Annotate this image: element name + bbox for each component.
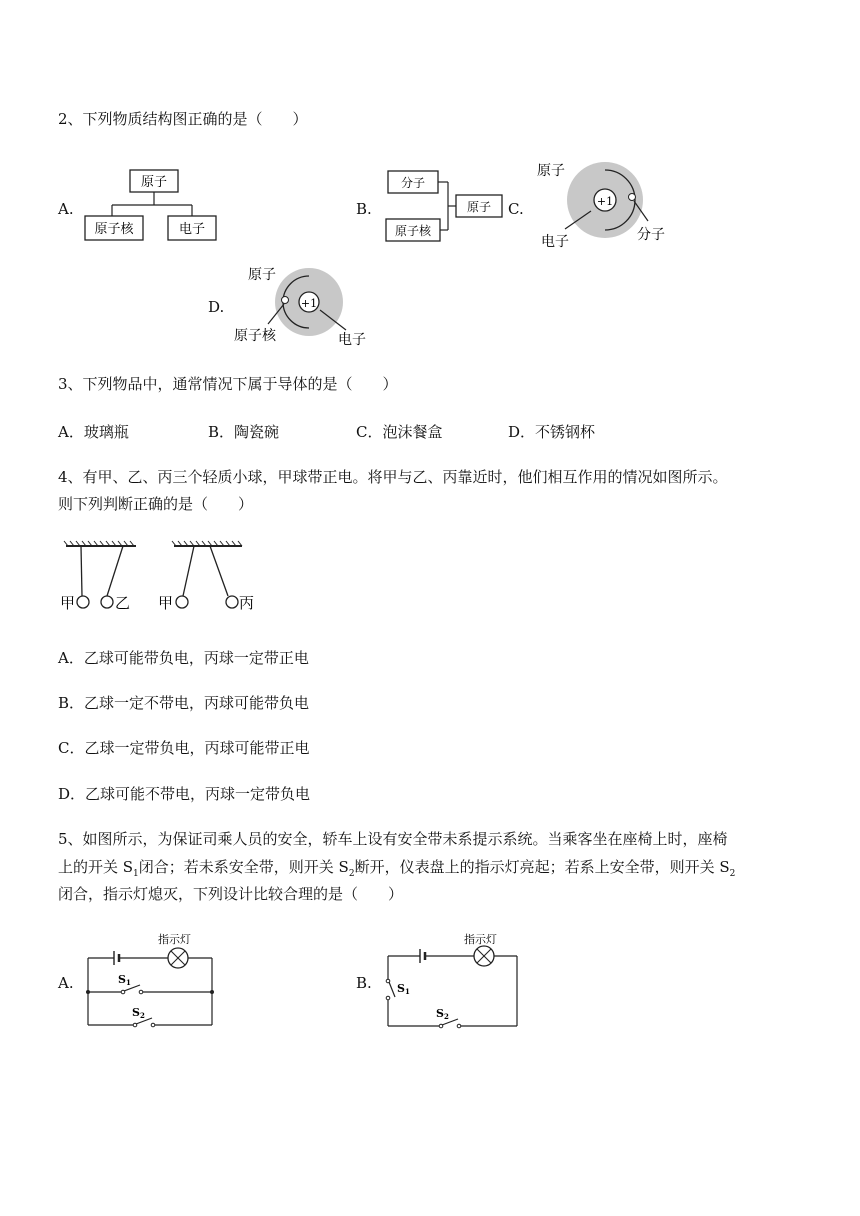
- q2-option-c-label: C.: [508, 200, 524, 218]
- q4-option-d: D．乙球可能不带电，丙球一定带负电: [58, 785, 311, 803]
- q2b-nucleus-label: 原子核: [394, 224, 432, 238]
- q3-option-b: B．陶瓷碗: [208, 423, 280, 441]
- q4-yi-label: 乙: [115, 594, 131, 612]
- q3-option-a: A．玻璃瓶: [58, 423, 129, 441]
- q4-jia-label-1: 甲: [60, 594, 76, 612]
- q5-option-a-label: A.: [58, 974, 74, 992]
- q2c-molecule-label: 分子: [637, 227, 665, 243]
- q2a-atom-label: 原子: [140, 175, 168, 190]
- q2-option-b-label: B.: [356, 200, 372, 218]
- q4-diagram: [58, 540, 278, 620]
- q2-diagram-c: [525, 155, 685, 255]
- q4-option-c: C．乙球一定带负电，丙球可能带正电: [58, 739, 310, 757]
- q5a-s1-label: S1: [118, 973, 131, 987]
- q3-stem: 3、下列物品中，通常情况下属于导体的是（ ）: [58, 375, 398, 393]
- q5-option-b-label: B.: [356, 974, 372, 992]
- q4-stem-line1: 4、有甲、乙、丙三个轻质小球，甲球带正电。将甲与乙、丙靠近时，他们相互作用的情况如图所示。: [58, 468, 728, 486]
- q5b-s2-label: S2: [436, 1007, 449, 1021]
- q4-option-a: A．乙球可能带负电，丙球一定带正电: [58, 649, 309, 667]
- q2-diagram-d: [230, 260, 380, 350]
- q2-option-d-label: D.: [208, 298, 225, 316]
- q5b-lamp-label: 指示灯: [464, 933, 497, 946]
- q2a-electron-label: 电子: [178, 222, 206, 237]
- q2c-electron-label: 电子: [541, 234, 569, 250]
- q5-circuit-a: [82, 928, 222, 1032]
- q5-circuit-b: [380, 928, 525, 1032]
- q5a-s2-label: S2: [132, 1006, 145, 1020]
- q5-stem-line3: 闭合，指示灯熄灭，下列设计比较合理的是（ ）: [58, 885, 404, 903]
- q3-option-c: C．泡沫餐盒: [356, 423, 443, 441]
- q5b-s1-label: S1: [397, 982, 410, 996]
- q2b-atom-label: 原子: [466, 200, 492, 214]
- q4-option-b: B．乙球一定不带电，丙球可能带负电: [58, 694, 310, 712]
- q2-stem: 2、下列物质结构图正确的是（ ）: [58, 110, 308, 128]
- q2d-nucleus-label: 原子核: [234, 328, 276, 344]
- q2d-electron-label: 电子: [338, 332, 366, 348]
- q4-jia-label-2: 甲: [158, 594, 174, 612]
- q5-stem-line1: 5、如图所示，为保证司乘人员的安全，轿车上设有安全带未系提示系统。当乘客坐在座椅上时，座椅: [58, 830, 728, 848]
- q4-stem-line2: 则下列判断正确的是（ ）: [58, 495, 254, 513]
- q2b-molecule-label: 分子: [400, 176, 426, 190]
- q3-option-d: D．不锈钢杯: [508, 423, 596, 441]
- q2-option-a-label: A.: [58, 200, 74, 218]
- q2-diagram-a: [80, 165, 230, 245]
- q2c-nucleus-charge: +1: [596, 195, 614, 208]
- q2c-atom-label: 原子: [537, 163, 565, 179]
- q5-stem-line2: 上的开关 $S_1$闭合；若未系安全带，则开关 $S_2$断开，仪表盘上的指示灯亮起；若系上安全带，则开关 $S_2$: [58, 858, 736, 879]
- q2a-nucleus-label: 原子核: [94, 222, 134, 237]
- q4-bing-label: 丙: [239, 594, 255, 612]
- q2-diagram-b: [380, 165, 510, 245]
- q5a-lamp-label: 指示灯: [158, 933, 191, 946]
- q2d-atom-label: 原子: [248, 267, 276, 283]
- q2d-nucleus-charge: +1: [300, 297, 318, 310]
